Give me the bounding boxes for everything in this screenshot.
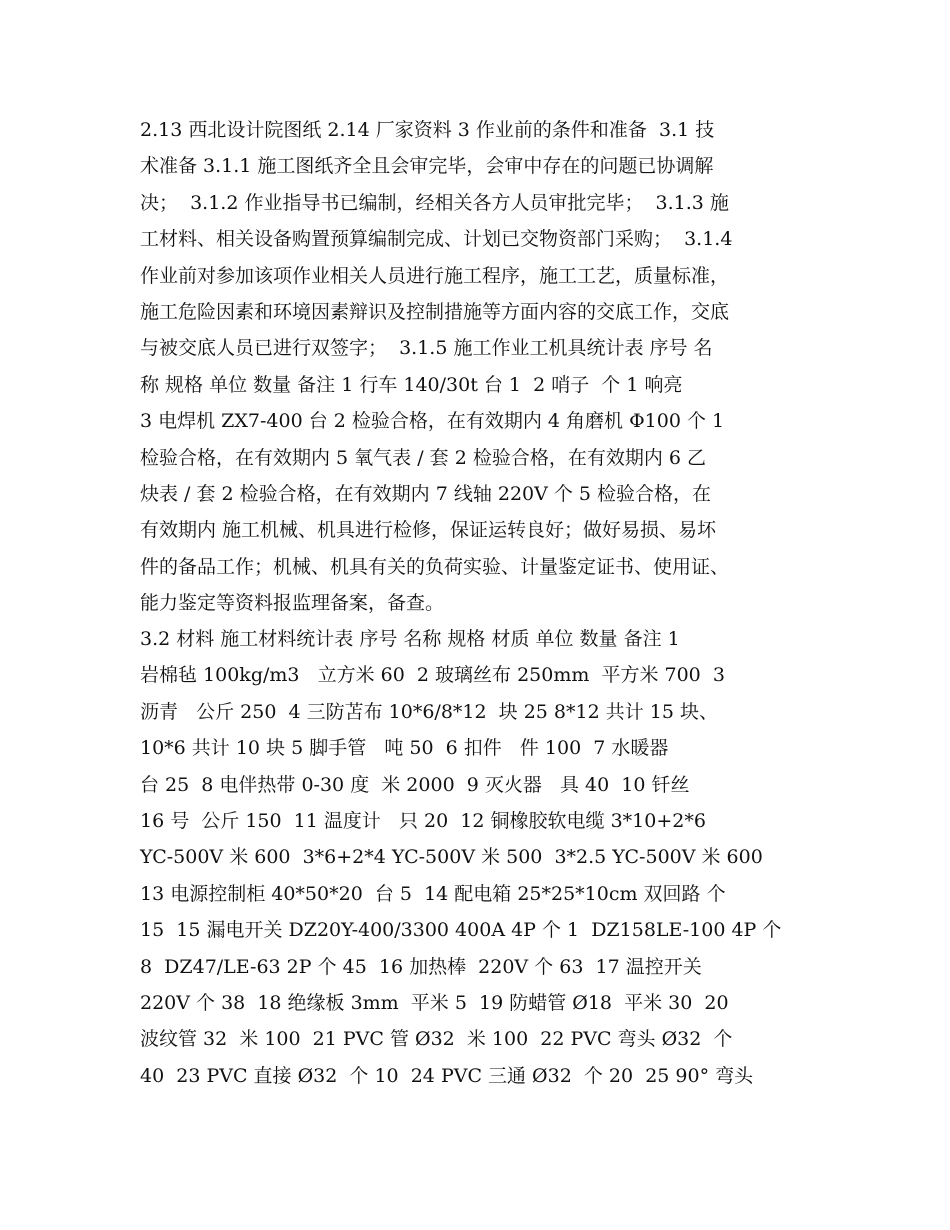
text-line: 3.2 材料 施工材料统计表 序号 名称 规格 材质 单位 数量 备注 1 xyxy=(140,628,680,650)
paragraph-materials xyxy=(140,621,820,1094)
text-line: 10*6 共计 10 块 5 脚手管 吨 50 6 扣件 件 100 7 水暖器 xyxy=(140,737,669,760)
text-line: 13 电源控制柜 40*50*20 台 5 14 配电箱 25*25*10cm 双回路 个 xyxy=(140,882,726,905)
text-line: 与被交底人员已进行双签字； 3.1.5 施工作业工机具统计表 序号 名 xyxy=(140,337,713,360)
text-line: 2.13 西北设计院图纸 2.14 厂家资料 3 作业前的条件和准备 3.1 技 xyxy=(140,119,715,141)
text-line: 有效期内 施工机械、机具进行检修，保证运转良好；做好易损、易坏 xyxy=(140,519,717,542)
text-line: 件的备品工作；机械、机具有关的负荷实验、计量鉴定证书、使用证、 xyxy=(140,555,730,578)
text-line: 3 电焊机 ZX7-400 台 2 检验合格，在有效期内 4 角磨机 Φ100 个 1 xyxy=(140,410,725,433)
text-line: 决； 3.1.2 作业指导书已编制，经相关各方人员审批完毕； 3.1.3 施 xyxy=(140,191,729,214)
text-line: 台 25 8 电伴热带 0-30 度 米 2000 9 灭火器 具 40 10 钎丝 xyxy=(140,773,690,796)
text-line: 工材料、相关设备购置预算编制完成、计划已交物资部门采购； 3.1.4 xyxy=(140,228,733,251)
text-line: 沥青 公斤 250 4 三防苫布 10*6/8*12 块 25 8*12 共计 15 块、 xyxy=(140,700,718,723)
text-line: 术准备 3.1.1 施工图纸齐全且会审完毕，会审中存在的问题已协调解 xyxy=(140,155,714,178)
text-line: 作业前对参加该项作业相关人员进行施工程序，施工工艺，质量标准， xyxy=(140,264,730,287)
text-line: 8 DZ47/LE-63 2P 个 45 16 加热棒 220V 个 63 17 温控开关 xyxy=(140,955,702,978)
text-line: 炔表 / 套 2 检验合格，在有效期内 7 线轴 220V 个 5 检验合格，在 xyxy=(140,482,712,505)
paragraph-preparation xyxy=(140,112,820,621)
text-line: 能力鉴定等资料报监理备案，备查。 xyxy=(140,592,445,615)
text-line: 称 规格 单位 数量 备注 1 行车 140/30t 台 1 2 哨子 个 1 响亮 xyxy=(140,373,683,396)
text-line: 15 15 漏电开关 DZ20Y-400/3300 400A 4P 个 1 DZ158LE-100 4P 个 xyxy=(140,919,782,942)
text-line: 220V 个 38 18 绝缘板 3mm 平米 5 19 防蜡管 Ø18 平米 30 20 xyxy=(140,991,729,1014)
text-line: 40 23 PVC 直接 Ø32 个 10 24 PVC 三通 Ø32 个 20 25 90° 弯头 xyxy=(140,1064,754,1087)
text-line: 波纹管 32 米 100 21 PVC 管 Ø32 米 100 22 PVC 弯头 Ø32 个 xyxy=(140,1028,733,1051)
text-line: 16 号 公斤 150 11 温度计 只 20 12 铜橡胶软电缆 3*10+2*6 xyxy=(140,809,706,832)
text-line: 施工危险因素和环境因素辩识及控制措施等方面内容的交底工作，交底 xyxy=(140,300,730,323)
text-line: YC-500V 米 600 3*6+2*4 YC-500V 米 500 3*2.5 YC-500V 米 600 xyxy=(140,846,763,869)
text-line: 检验合格，在有效期内 5 氧气表 / 套 2 检验合格，在有效期内 6 乙 xyxy=(140,446,706,469)
text-line: 岩棉毡 100kg/m3 立方米 60 2 玻璃丝布 250mm 平方米 700 3 xyxy=(140,664,725,687)
